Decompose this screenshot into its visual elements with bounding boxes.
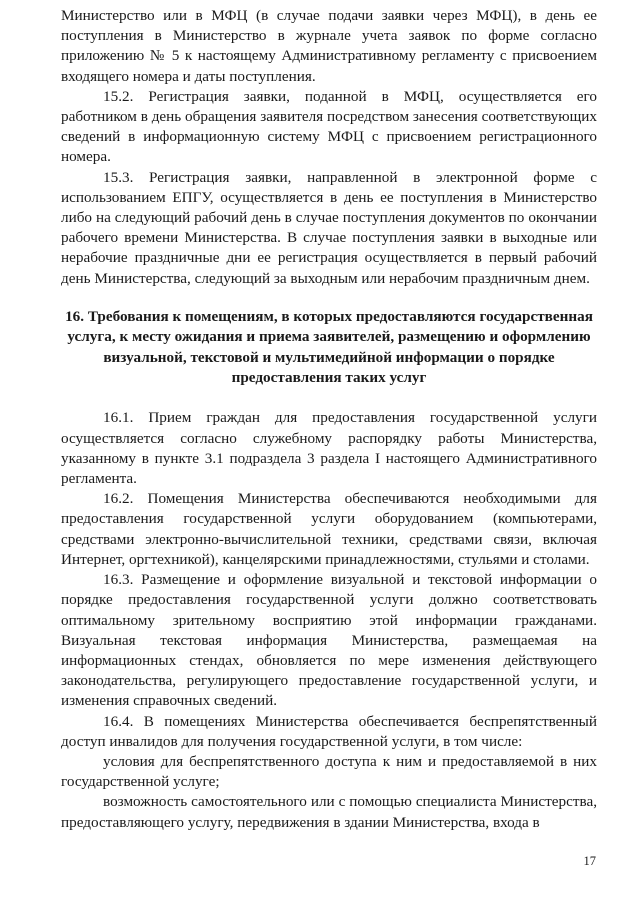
paragraph-16-4: 16.4. В помещениях Министерства обеспечивается беспрепятственный доступ инвалидов для получения государственной услуги, в том числе: — [61, 712, 597, 750]
paragraph-16-1: 16.1. Прием граждан для предоставления государственной услуги осуществляется согласно служебному распорядку работы Министерства, указанному в пункте 3.1 подраздела 3 раздела I настоящего Административного регламента. — [61, 409, 597, 488]
paragraph-16-2: 16.2. Помещения Министерства обеспечиваются необходимыми для предоставления государственной услуги оборудованием (компьютерами, средствами электронно-вычислительной техники, средствами связи, включая Интернет, оргтехникой), канцелярскими принадлежностями, стульями и столами. — [61, 490, 597, 568]
paragraph-16-3: 16.3. Размещение и оформление визуальной и текстовой информации о порядке предоставления государственной услуги должно соответствовать оптимальному зрительному восприятию этой информации гражданами. Визуальная текстовая информация Министерства, размещаемая на информационных стендах, обновляется по мере изменения действующего законодательства, регулирующего предоставление государственной услуги, и изменения справочных сведений. — [61, 571, 597, 710]
paragraphs-bottom — [61, 408, 597, 832]
paragraph-movement-possibility: возможность самостоятельного или с помощью специалиста Министерства, предоставляющего услугу, передвижения в здании Министерства, входа в — [61, 793, 597, 831]
paragraph-15-3: 15.3. Регистрация заявки, направленной в электронной форме с использованием ЕПГУ, осуществляется в день ее поступления в Министерство либо на следующий рабочий день в случае поступления документов по окончании рабочего времени Министерства. В случае поступления заявки в выходные или нерабочие праздничные дни ее регистрация осуществляется в первый рабочий день Министерства, следующий за выходным или нерабочим праздничным днем. — [61, 168, 597, 287]
paragraph-access-conditions: условия для беспрепятственного доступа к ним и предоставляемой в них государственной услуге; — [61, 752, 597, 791]
paragraph-15-2: 15.2. Регистрация заявки, поданной в МФЦ, осуществляется его работником в день обращения заявителя посредством занесения соответствующих сведений в информационную систему МФЦ с присвоением регистрационного номера. — [61, 87, 597, 166]
section-heading-16: 16. Требования к помещениям, в которых предоставляются государственная услуга, к месту ожидания и приема заявителей, размещению и оформлению визуальной, текстовой и мультимедийной информации о порядке предоставления таких услуг — [65, 307, 593, 387]
page-number: 17 — [583, 854, 596, 868]
paragraphs-top — [61, 6, 597, 289]
paragraph-15-1-continuation: Министерство или в МФЦ (в случае подачи заявки через МФЦ), в день ее поступления в Министерство в журнале учета заявок по форме согласно приложению № 5 к настоящему Административному регламенту с присвоением входящего номера и даты поступления. — [61, 7, 597, 85]
